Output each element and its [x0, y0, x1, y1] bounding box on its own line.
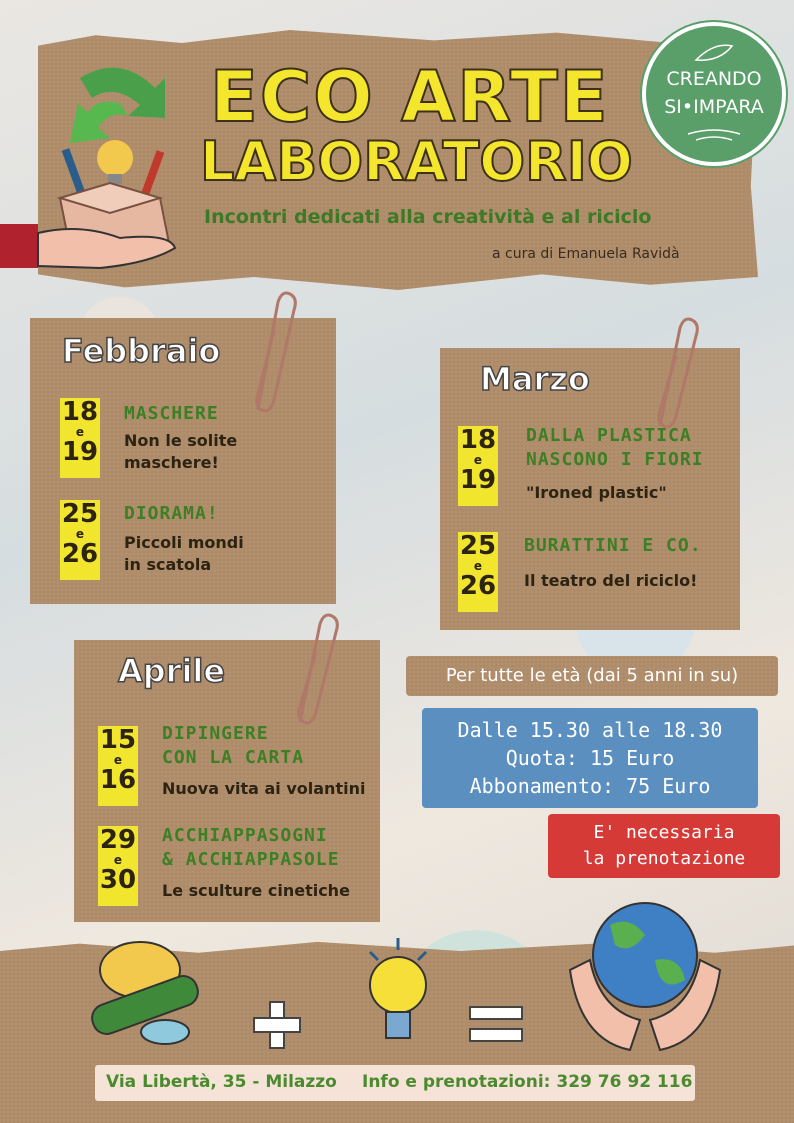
booking-line2: la prenotazione — [582, 848, 746, 869]
recycle-illustration — [0, 58, 200, 278]
plus-icon — [252, 1000, 302, 1050]
title-laboratorio: LABORATORIO — [200, 130, 633, 193]
event-title: ACCHIAPPASOGNI & ACCHIAPPASOLE — [162, 825, 340, 870]
paperclip-icon — [238, 290, 298, 420]
event-description: Il teatro del riciclo! — [524, 571, 698, 590]
paperclip-icon — [640, 316, 700, 436]
event-dates: 25 e 26 — [60, 500, 100, 580]
badge-line1: CREANDO — [666, 68, 762, 90]
equals-icon — [468, 1005, 524, 1045]
month-title-aprile: Aprile — [118, 652, 226, 690]
event-dates: 15 e 16 — [98, 726, 138, 806]
lightbulb-icon — [97, 140, 133, 184]
contact-text: Info e prenotazioni: 329 76 92 116 — [362, 1072, 693, 1092]
event-title: MASCHERE — [124, 403, 219, 424]
paperclip-icon — [280, 612, 340, 732]
event-description: Le sculture cinetiche — [162, 881, 350, 900]
badge-line2: SI•IMPARA — [664, 96, 764, 118]
address-text: Via Libertà, 35 - Milazzo — [106, 1072, 337, 1092]
month-title-marzo: Marzo — [480, 360, 590, 398]
event-description: Piccoli mondi in scatola — [124, 533, 244, 574]
event-title: DIPINGERE CON LA CARTA — [162, 723, 305, 768]
subtitle: Incontri dedicati alla creatività e al riciclo — [204, 206, 652, 228]
event-description: Non le solite maschere! — [124, 431, 238, 472]
event-title: DALLA PLASTICA NASCONO I FIORI — [526, 425, 704, 470]
ages-label: Per tutte le età (dai 5 anni in su) — [406, 656, 778, 696]
waste-items-icon — [70, 920, 220, 1050]
booking-notice — [548, 814, 780, 878]
fee-text: Quota: 15 Euro — [505, 746, 675, 770]
booking-line1: E' necessaria — [593, 822, 735, 843]
event-dates: 18 e 19 — [60, 398, 100, 478]
recycle-arrows-icon — [70, 68, 165, 143]
hours-text: Dalle 15.30 alle 18.30 — [457, 718, 723, 742]
hands-icon — [686, 124, 742, 144]
event-dates: 29 e 30 — [98, 826, 138, 906]
event-title: DIORAMA! — [124, 503, 219, 524]
leaf-icon — [694, 42, 734, 62]
event-dates: 18 e 19 — [458, 426, 498, 506]
event-description: Nuova vita ai volantini — [162, 779, 366, 798]
title-eco-arte: ECO ARTE — [210, 56, 610, 138]
schedule-panel — [422, 708, 758, 808]
event-dates: 25 e 26 — [458, 532, 498, 612]
curator-credit: a cura di Emanuela Ravidà — [492, 246, 680, 262]
earth-in-hands-icon — [560, 900, 730, 1060]
subscription-text: Abbonamento: 75 Euro — [469, 774, 711, 798]
month-title-febbraio: Febbraio — [62, 332, 221, 370]
creando-si-impara-logo — [642, 22, 786, 166]
event-description: "Ironed plastic" — [526, 483, 667, 502]
event-title: BURATTINI E CO. — [524, 535, 702, 556]
lightbulb-icon — [358, 930, 438, 1060]
